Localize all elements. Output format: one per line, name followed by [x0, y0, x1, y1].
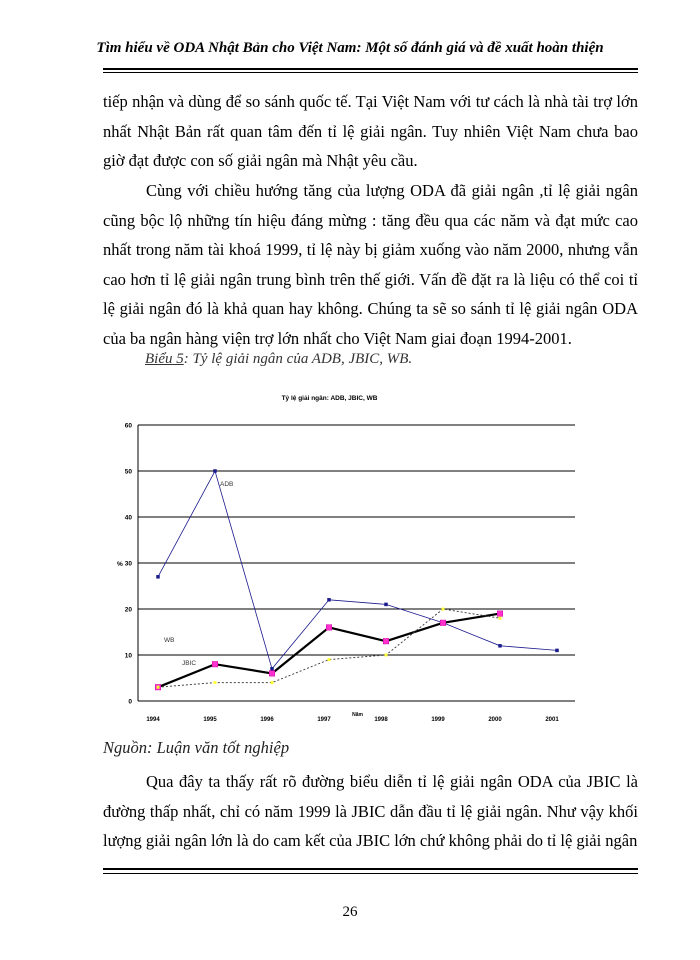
data-point-adb	[270, 667, 274, 671]
figure-caption-text: : Tỷ lệ giải ngân của ADB, JBIC, WB.	[183, 351, 413, 367]
data-point-wb	[214, 681, 217, 684]
x-tick-label: 2000	[488, 717, 502, 723]
y-tick-label: 0	[128, 698, 132, 706]
x-tick-label: 1998	[374, 717, 388, 723]
figure-caption	[145, 351, 412, 368]
data-point-wb	[271, 681, 274, 684]
data-point-adb	[327, 598, 331, 602]
header-rule-thin	[103, 72, 638, 73]
data-point-jbic	[212, 661, 218, 667]
data-point-wb	[385, 654, 388, 657]
paragraph-1: tiếp nhận và dùng để so sánh quốc tế. Tại Việt Nam với tư cách là nhà tài trợ lớn nhất Nhật Bản rất quan tâm đến tỉ lệ giải ngân. Tuy nhiên Việt Nam chưa bao giờ đạt được con số giải ngân mà Nhật yêu cầu.	[103, 92, 638, 170]
footer-rule-thin	[103, 873, 638, 874]
data-point-wb	[157, 686, 160, 689]
x-tick-label: 1994	[146, 717, 160, 723]
header-rule	[103, 68, 638, 70]
series-label-jbic: JBIC	[182, 660, 197, 668]
page-number: 26	[342, 904, 358, 920]
data-point-adb	[156, 575, 160, 579]
page-header-title: Tìm hiểu về ODA Nhật Bản cho Việt Nam: Một số đánh giá và đề xuất hoàn thiện	[96, 40, 604, 56]
data-point-adb	[213, 469, 217, 473]
y-tick-label: 60	[124, 422, 132, 430]
y-axis-label: %	[117, 561, 123, 568]
y-tick-label: 20	[124, 606, 132, 614]
x-tick-label: 1996	[260, 717, 274, 723]
y-tick-label: 40	[124, 514, 132, 522]
data-point-jbic	[269, 671, 275, 677]
data-point-jbic	[497, 611, 503, 617]
data-point-wb	[442, 608, 445, 611]
data-point-wb	[328, 658, 331, 661]
figure-caption-label: Biểu 5	[145, 351, 184, 367]
series-line-wb	[158, 609, 500, 687]
data-point-adb	[384, 603, 388, 607]
series-line-adb	[158, 471, 557, 669]
y-tick-label: 50	[124, 468, 132, 476]
data-point-jbic	[440, 620, 446, 626]
disbursement-line-chart	[105, 385, 575, 730]
x-tick-label: 2001	[545, 717, 559, 723]
data-point-adb	[498, 644, 502, 648]
paragraph-2: Cùng với chiều hướng tăng của lượng ODA đã giải ngân ,tỉ lệ giải ngân cũng bộc lộ những tín hiệu đáng mừng : tăng đều qua các năm và đạt mức cao nhất trong năm tài khoá 1999, tỉ lệ này bị giảm xuống vào năm 2000, nhưng vẫn cao hơn tỉ lệ giải ngân trung bình trên thế giới. Vấn đề đặt ra là liệu có thể coi tỉ lệ giải ngân đó là khả quan hay không. Chúng ta sẽ so sánh tỉ lệ giải ngân ODA của ba ngân hàng viện trợ lớn nhất cho Việt Nam giai đoạn 1994-2001.	[103, 181, 638, 348]
y-tick-label: 30	[124, 560, 132, 568]
series-label-wb: WB	[164, 637, 175, 645]
y-tick-label: 10	[124, 652, 132, 660]
x-axis-label: Năm	[352, 712, 363, 718]
x-tick-label: 1997	[317, 717, 331, 723]
footer-rule	[103, 868, 638, 870]
data-point-jbic	[383, 638, 389, 644]
x-tick-label: 1995	[203, 717, 217, 723]
data-point-adb	[555, 649, 559, 653]
x-tick-label: 1999	[431, 717, 445, 723]
data-point-jbic	[326, 625, 332, 631]
chart-title: Tỷ lệ giải ngân: ADB, JBIC, WB	[281, 395, 378, 402]
series-label-adb: ADB	[220, 481, 234, 488]
paragraph-3: Qua đây ta thấy rất rõ đường biểu diễn tỉ lệ giải ngân ODA của JBIC là đường thấp nhất, chỉ có năm 1999 là JBIC dẫn đầu tỉ lệ giải ngân. Như vậy khối lượng giải ngân lớn là do cam kết của JBIC lớn chứ không phải do tỉ lệ giải ngân	[103, 772, 638, 850]
figure-source: Nguồn: Luận văn tốt nghiệp	[103, 738, 290, 757]
data-point-wb	[499, 617, 502, 620]
